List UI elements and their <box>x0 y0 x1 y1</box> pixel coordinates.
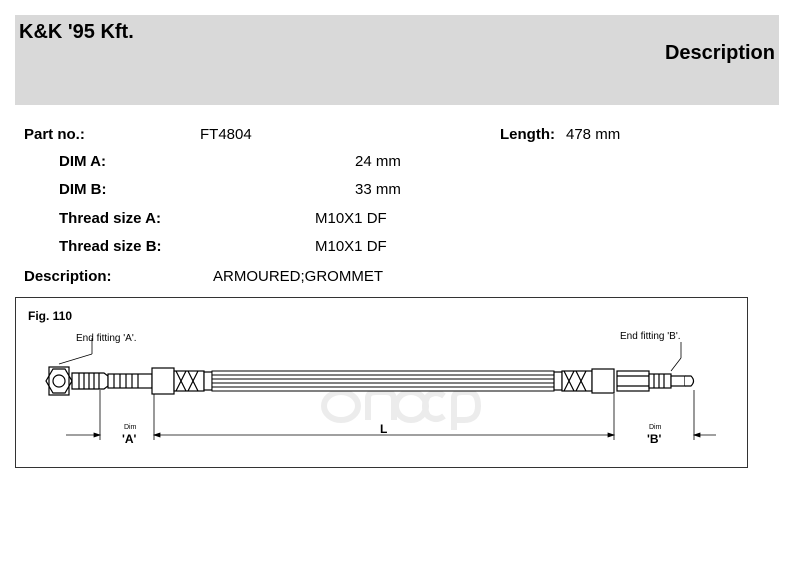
company-name: K&K '95 Kft. <box>19 21 134 43</box>
end-fitting-a <box>46 367 212 395</box>
page-title: Description <box>664 42 775 64</box>
dim-b-tag: 'B' <box>647 432 662 446</box>
thread-a-label: Thread size A: <box>59 210 161 227</box>
end-fitting-a-caption: End fitting 'A'. <box>76 333 137 344</box>
dim-a-value: 24 mm <box>355 153 401 170</box>
dim-a-label: DIM A: <box>59 153 106 170</box>
end-fitting-b-caption: End fitting 'B'. <box>620 331 681 342</box>
thread-b-value: M10X1 DF <box>315 238 387 255</box>
length-label: Length: <box>500 126 555 143</box>
description-label: Description: <box>24 268 112 285</box>
dim-a-tag: 'A' <box>122 432 137 446</box>
hose-body <box>212 371 554 391</box>
header-bar <box>15 15 779 105</box>
thread-a-value: M10X1 DF <box>315 210 387 227</box>
part-no-label: Part no.: <box>24 126 85 143</box>
dim-b-word: Dim <box>649 424 662 431</box>
dim-a-word: Dim <box>124 424 137 431</box>
description-value: ARMOURED;GROMMET <box>213 268 383 285</box>
thread-b-label: Thread size B: <box>59 238 162 255</box>
technical-drawing-frame <box>15 297 748 468</box>
part-no-value: FT4804 <box>200 126 252 143</box>
dim-b-value: 33 mm <box>355 181 401 198</box>
dim-b-label: DIM B: <box>59 181 107 198</box>
length-value: 478 mm <box>566 126 621 143</box>
length-dimension-label: L <box>380 422 388 436</box>
end-fitting-b <box>554 369 694 393</box>
watermark-logo <box>324 392 478 430</box>
caption-leaders <box>59 338 681 371</box>
figure-label: Fig. 110 <box>28 309 73 323</box>
